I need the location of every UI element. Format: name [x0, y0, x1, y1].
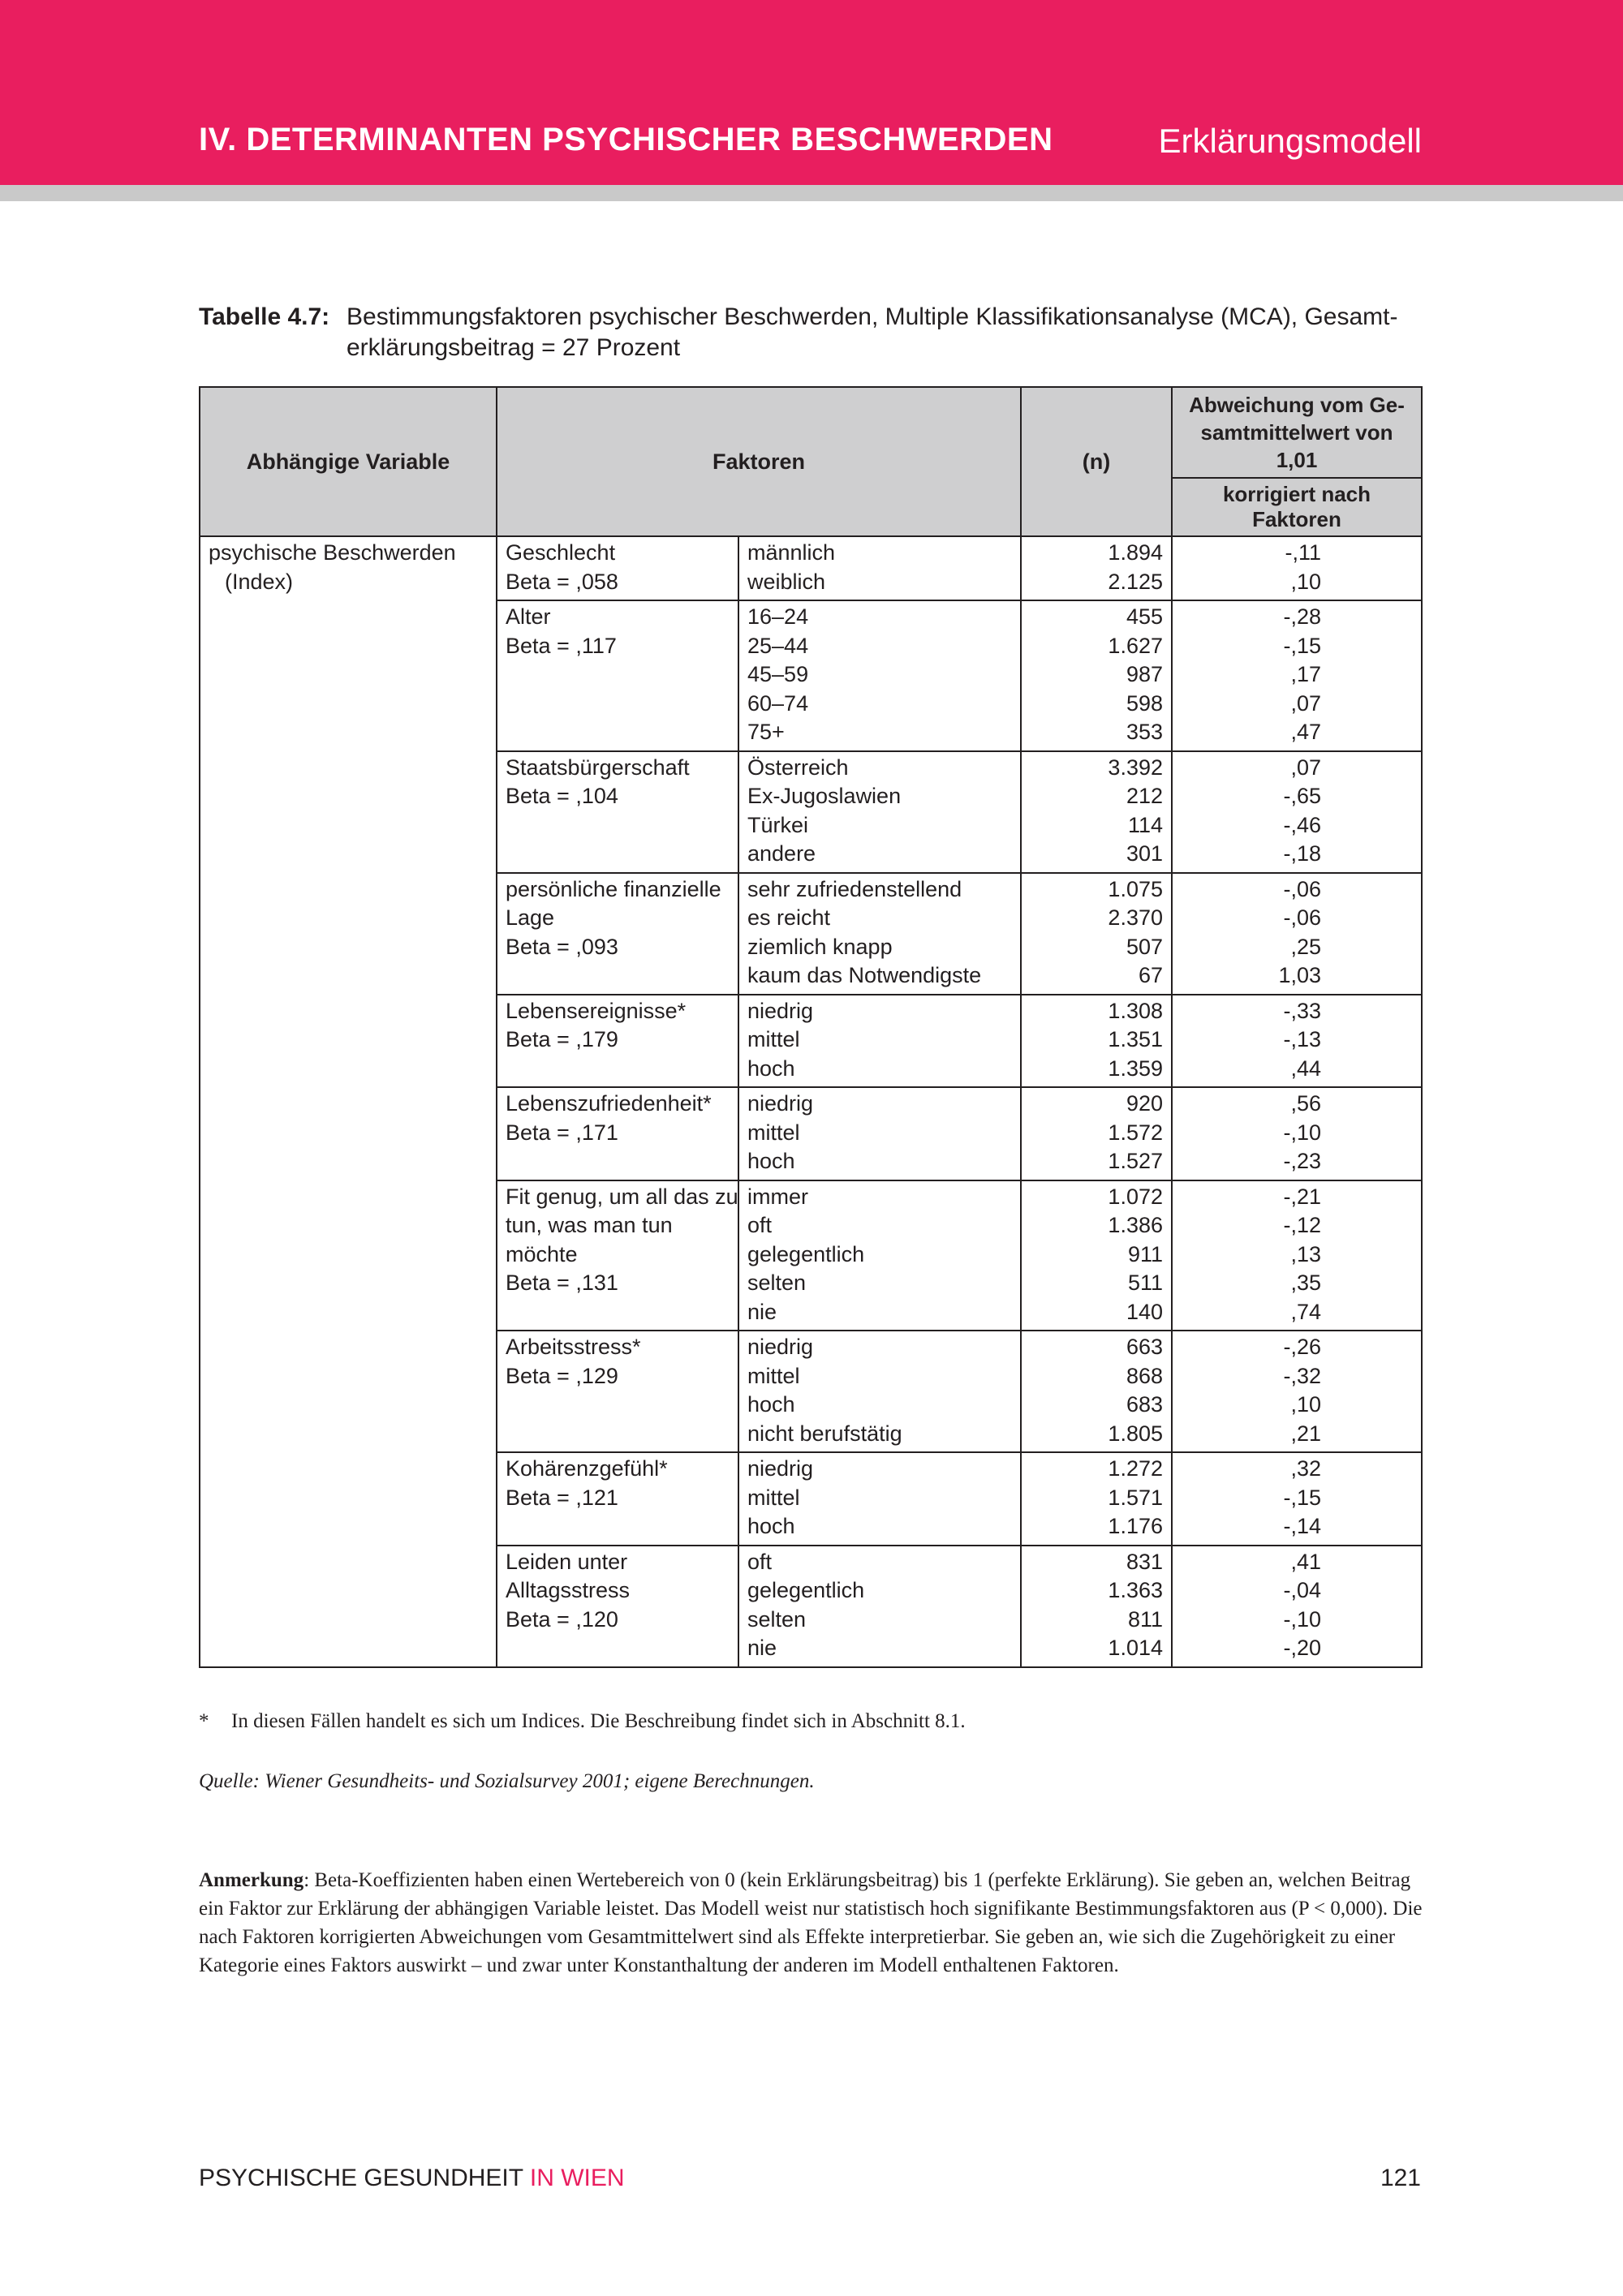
- deviation: [1181, 1606, 1413, 1635]
- n-value: 2.370: [1108, 905, 1163, 930]
- n-value: 663: [1126, 1335, 1163, 1359]
- deviation: [1181, 1183, 1413, 1212]
- deviation: [1181, 1548, 1413, 1577]
- n-value: 911: [1127, 1241, 1163, 1266]
- deviation-value: -,65: [1283, 784, 1321, 808]
- n-value: 3.392: [1108, 755, 1163, 780]
- n-value: 511: [1127, 1271, 1163, 1295]
- category-label: Ex-Jugoslawien: [747, 784, 902, 808]
- deviation-value: -,32: [1283, 1363, 1321, 1388]
- n-value: 1.308: [1108, 998, 1163, 1023]
- category-cell: [738, 1331, 1021, 1452]
- deviation: [1181, 754, 1413, 783]
- deviation-value: -,04: [1283, 1578, 1321, 1602]
- category-label: Türkei: [747, 812, 809, 837]
- factor-label: Beta = ,093: [506, 934, 618, 959]
- deviation-value: ,35: [1290, 1271, 1321, 1295]
- deviation-value: ,21: [1290, 1421, 1321, 1446]
- deviation-cell: [1172, 751, 1422, 873]
- n-cell: [1021, 995, 1172, 1088]
- n-cell: [1021, 1331, 1172, 1452]
- deviation: [1181, 1391, 1413, 1420]
- category-label: ziemlich knapp: [747, 934, 893, 959]
- chapter-title: IV. DETERMINANTEN PSYCHISCHER BESCHWERDEN: [199, 122, 1053, 157]
- table-caption-text: Bestimmungsfaktoren psychischer Beschwerden, Multiple Klassifikationsanalyse (MCA), Gesamt-erklärungsbeitrag = 27 Prozent: [347, 303, 1398, 361]
- deviation-value: ,32: [1290, 1456, 1321, 1481]
- header-divider-strip: [0, 185, 1623, 201]
- factor-label: Beta = ,129: [506, 1363, 618, 1388]
- deviation: [1181, 1484, 1413, 1513]
- deviation-value: -,14: [1283, 1514, 1321, 1538]
- factor-label: Beta = ,121: [506, 1485, 618, 1510]
- footnote-text: In diesen Fällen handelt es sich um Indices. Die Beschreibung findet sich in Abschnitt 8.1.: [231, 1710, 966, 1732]
- footer-publication: [199, 2165, 625, 2192]
- deviation: [1181, 1055, 1413, 1084]
- dependent-variable-label: (Index): [225, 569, 294, 594]
- deviation: [1181, 632, 1413, 661]
- factor-label: Staatsbürgerschaft: [506, 755, 690, 780]
- category-label: gelegentlich: [747, 1241, 865, 1266]
- factor-label: möchte: [506, 1241, 578, 1266]
- category-cell: [738, 536, 1021, 600]
- factor-cell: [497, 873, 738, 995]
- deviation-value: -,10: [1283, 1120, 1321, 1145]
- category-label: niedrig: [747, 1456, 814, 1481]
- deviation-value: ,10: [1290, 569, 1321, 594]
- note-text: : Beta-Koeffizienten haben einen Wertebereich von 0 (kein Erklärungsbeitrag) bis 1 (perfekte Erklärung). Sie geben an, welchen Beitrag ein Faktor zur Erklärung der abhängigen Variable leistet. Das Modell weist nur statistisch hoch signifikante Bestimmungsfaktoren aus (P < 0,000). Die nach Faktoren korrigierten Abweichungen vom Gesamtmittelwert sind als Effekte interpretierbar. Sie geben an, wie sich die Zugehörigkeit zu einer Kategorie eines Faktors auswirkt – und zwar unter Konstanthaltung der anderen im Modell enthaltenen Faktoren.: [199, 1869, 1423, 1976]
- table-row: [200, 536, 1422, 600]
- deviation: [1181, 568, 1413, 597]
- factor-label: Beta = ,179: [506, 1027, 618, 1051]
- deviation: [1181, 840, 1413, 869]
- category-label: oft: [747, 1213, 773, 1237]
- deviation-cell: [1172, 1331, 1422, 1452]
- factor-cell: [497, 1180, 738, 1331]
- deviation-value: ,10: [1290, 1392, 1321, 1417]
- category-label: sehr zufriedenstellend: [747, 876, 962, 901]
- deviation-cell: [1172, 1180, 1422, 1331]
- n-cell: [1021, 1180, 1172, 1331]
- factor-cell: [497, 600, 738, 751]
- header-factors: Faktoren: [497, 387, 1021, 536]
- deviation-value: -,18: [1283, 841, 1321, 866]
- n-value: 114: [1127, 812, 1163, 837]
- footer-publication-title: PSYCHISCHE GESUNDHEIT: [199, 2165, 530, 2191]
- deviation-value: ,41: [1290, 1549, 1321, 1574]
- deviation-cell: [1172, 1087, 1422, 1180]
- n-value: 1.386: [1108, 1213, 1163, 1237]
- category-label: es reicht: [747, 905, 831, 930]
- factor-label: Beta = ,104: [506, 784, 618, 808]
- factor-label: Beta = ,120: [506, 1606, 618, 1632]
- category-label: selten: [747, 1606, 807, 1632]
- category-label: nicht berufstätig: [747, 1421, 902, 1446]
- n-value: 1.805: [1108, 1421, 1163, 1446]
- deviation: [1181, 660, 1413, 690]
- deviation-value: 1,03: [1278, 963, 1321, 987]
- factor-label: Beta = ,131: [506, 1271, 618, 1295]
- deviation-value: -,06: [1283, 876, 1321, 901]
- deviation-cell: [1172, 600, 1422, 751]
- n-value: 301: [1126, 841, 1163, 866]
- deviation-value: -,23: [1283, 1149, 1321, 1173]
- category-label: mittel: [747, 1027, 800, 1051]
- deviation-value: -,10: [1283, 1606, 1321, 1632]
- category-label: hoch: [747, 1514, 795, 1538]
- category-cell: [738, 995, 1021, 1088]
- n-value: 811: [1127, 1606, 1163, 1632]
- n-value: 1.176: [1108, 1514, 1163, 1538]
- deviation: [1181, 718, 1413, 747]
- deviation: [1181, 1576, 1413, 1606]
- deviation: [1181, 782, 1413, 811]
- deviation-value: -,13: [1283, 1027, 1321, 1051]
- note-paragraph: [199, 1866, 1432, 1980]
- deviation-value: ,47: [1290, 720, 1321, 744]
- header-dependent-variable: Abhängige Variable: [200, 387, 497, 536]
- n-value: 507: [1126, 934, 1163, 959]
- factor-cell: [497, 1087, 738, 1180]
- deviation: [1181, 1298, 1413, 1327]
- n-value: 1.571: [1108, 1485, 1163, 1510]
- n-value: 598: [1126, 690, 1163, 716]
- n-cell: [1021, 536, 1172, 600]
- dependent-variable-label: psychische Beschwerden: [209, 540, 456, 565]
- dependent-variable-cell: [200, 536, 497, 1667]
- n-cell: [1021, 1546, 1172, 1667]
- n-value: 1.527: [1108, 1149, 1163, 1173]
- n-value: 920: [1126, 1091, 1163, 1116]
- deviation: [1181, 1362, 1413, 1391]
- n-cell: [1021, 1452, 1172, 1546]
- factor-label: Lebensereignisse*: [506, 998, 687, 1023]
- category-label: oft: [747, 1549, 773, 1574]
- deviation: [1181, 933, 1413, 962]
- category-label: hoch: [747, 1392, 795, 1417]
- deviation: [1181, 904, 1413, 933]
- category-label: niedrig: [747, 1091, 814, 1116]
- deviation-value: -,28: [1283, 604, 1321, 629]
- category-label: hoch: [747, 1056, 795, 1081]
- footnote: [199, 1710, 966, 1733]
- deviation-cell: [1172, 1452, 1422, 1546]
- deviation-cell: [1172, 1546, 1422, 1667]
- factor-label: Fit genug, um all das zu: [506, 1184, 738, 1209]
- factor-label: Lage: [506, 905, 555, 930]
- deviation-value: ,74: [1290, 1299, 1321, 1324]
- deviation-cell: [1172, 873, 1422, 995]
- factor-label: Leiden unter: [506, 1549, 628, 1574]
- factor-label: Arbeitsstress*: [506, 1335, 641, 1359]
- factor-label: persönliche finanzielle: [506, 876, 721, 901]
- n-value: 1.572: [1108, 1120, 1163, 1145]
- deviation: [1181, 603, 1413, 632]
- header-n: (n): [1021, 387, 1172, 536]
- category-cell: [738, 600, 1021, 751]
- deviation-value: -,15: [1283, 1485, 1321, 1510]
- deviation-value: -,06: [1283, 905, 1321, 930]
- n-value: 212: [1126, 784, 1163, 808]
- category-cell: [738, 1087, 1021, 1180]
- table-body: [200, 536, 1422, 1667]
- deviation-value: ,25: [1290, 934, 1321, 959]
- factor-label: Geschlecht: [506, 540, 616, 565]
- category-label: 25–44: [747, 633, 809, 658]
- deviation-value: ,44: [1290, 1056, 1321, 1081]
- category-label: mittel: [747, 1485, 800, 1510]
- n-value: 831: [1126, 1549, 1163, 1574]
- n-cell: [1021, 751, 1172, 873]
- factor-label: Beta = ,058: [506, 569, 618, 594]
- n-value: 1.075: [1108, 876, 1163, 901]
- category-label: andere: [747, 841, 816, 866]
- category-cell: [738, 1452, 1021, 1546]
- n-value: 683: [1126, 1392, 1163, 1417]
- n-value: 1.359: [1108, 1056, 1163, 1081]
- n-value: 1.014: [1108, 1636, 1163, 1660]
- category-label: nie: [747, 1636, 777, 1660]
- factor-label: Beta = ,117: [506, 633, 617, 658]
- deviation-value: ,17: [1290, 662, 1321, 686]
- table-caption-label: Tabelle 4.7:: [199, 303, 330, 330]
- n-cell: [1021, 600, 1172, 751]
- category-cell: [738, 1180, 1021, 1331]
- mca-table: [199, 386, 1423, 1668]
- category-label: gelegentlich: [747, 1578, 865, 1602]
- deviation-value: -,26: [1283, 1335, 1321, 1359]
- category-label: niedrig: [747, 1335, 814, 1359]
- deviation: [1181, 690, 1413, 719]
- category-label: Österreich: [747, 755, 849, 780]
- deviation: [1181, 875, 1413, 905]
- category-cell: [738, 1546, 1021, 1667]
- factor-label: Lebenszufriedenheit*: [506, 1091, 712, 1116]
- category-label: selten: [747, 1271, 807, 1295]
- table-header: [200, 387, 1422, 536]
- deviation-value: -,11: [1285, 540, 1321, 565]
- deviation: [1181, 811, 1413, 841]
- category-label: 45–59: [747, 662, 809, 686]
- n-value: 987: [1126, 662, 1163, 686]
- deviation-cell: [1172, 995, 1422, 1088]
- header-corrected: korrigiert nach Faktoren: [1172, 478, 1422, 536]
- header-deviation: Abweichung vom Ge-samtmittelwert von 1,01: [1172, 387, 1422, 478]
- deviation-value: ,56: [1290, 1091, 1321, 1116]
- deviation-value: -,46: [1283, 812, 1321, 837]
- category-label: kaum das Notwendigste: [747, 963, 982, 987]
- category-label: immer: [747, 1184, 808, 1209]
- n-value: 1.272: [1108, 1456, 1163, 1481]
- category-label: mittel: [747, 1120, 800, 1145]
- deviation-value: -,12: [1283, 1213, 1321, 1237]
- category-label: niedrig: [747, 998, 814, 1023]
- n-value: 67: [1138, 963, 1163, 987]
- factor-cell: [497, 1546, 738, 1667]
- deviation: [1181, 1634, 1413, 1663]
- n-value: 1.072: [1108, 1184, 1163, 1209]
- n-value: 1.351: [1108, 1027, 1163, 1051]
- factor-label: Alter: [506, 604, 551, 629]
- category-label: nie: [747, 1299, 777, 1324]
- factor-cell: [497, 751, 738, 873]
- note-label: Anmerkung: [199, 1869, 304, 1891]
- deviation: [1181, 1090, 1413, 1119]
- page-number: 121: [1380, 2165, 1421, 2191]
- deviation-value: -,21: [1283, 1184, 1321, 1209]
- category-label: männlich: [747, 540, 836, 565]
- source-line: Quelle: Wiener Gesundheits- und Sozialsurvey 2001; eigene Berechnungen.: [199, 1770, 815, 1792]
- deviation-cell: [1172, 536, 1422, 600]
- footer-publication-accent: IN WIEN: [529, 2165, 625, 2191]
- n-value: 868: [1126, 1363, 1163, 1388]
- deviation: [1181, 539, 1413, 568]
- deviation-value: -,15: [1283, 633, 1321, 658]
- category-cell: [738, 873, 1021, 995]
- factor-label: Beta = ,171: [506, 1120, 618, 1145]
- deviation: [1181, 1455, 1413, 1484]
- deviation: [1181, 1119, 1413, 1148]
- deviation: [1181, 1512, 1413, 1541]
- factor-label: Alltagsstress: [506, 1578, 631, 1602]
- n-value: 353: [1126, 720, 1163, 744]
- factor-cell: [497, 1452, 738, 1546]
- category-label: 75+: [747, 720, 785, 744]
- deviation-value: -,33: [1283, 998, 1321, 1023]
- deviation: [1181, 1420, 1413, 1449]
- deviation: [1181, 1211, 1413, 1240]
- factor-cell: [497, 995, 738, 1088]
- category-label: 16–24: [747, 604, 809, 629]
- category-label: hoch: [747, 1149, 795, 1173]
- table-caption: [199, 302, 1432, 363]
- category-cell: [738, 751, 1021, 873]
- n-value: 1.627: [1108, 633, 1163, 658]
- deviation: [1181, 1025, 1413, 1055]
- n-cell: [1021, 873, 1172, 995]
- category-label: weiblich: [747, 569, 826, 594]
- deviation-value: -,20: [1283, 1636, 1321, 1660]
- n-value: 1.363: [1108, 1578, 1163, 1602]
- deviation: [1181, 1269, 1413, 1298]
- section-title: Erklärungsmodell: [1158, 122, 1422, 160]
- deviation-value: ,07: [1290, 755, 1321, 780]
- deviation: [1181, 997, 1413, 1026]
- deviation: [1181, 1333, 1413, 1362]
- deviation-value: ,13: [1290, 1241, 1321, 1266]
- n-value: 1.894: [1108, 540, 1163, 565]
- deviation: [1181, 1240, 1413, 1270]
- category-label: 60–74: [747, 690, 809, 716]
- n-value: 455: [1126, 604, 1163, 629]
- footnote-marker: *: [199, 1710, 209, 1732]
- factor-label: tun, was man tun: [506, 1213, 673, 1237]
- n-value: 140: [1126, 1299, 1163, 1324]
- deviation: [1181, 961, 1413, 991]
- n-value: 2.125: [1108, 569, 1163, 594]
- factor-label: Kohärenzgefühl*: [506, 1456, 668, 1481]
- deviation-value: ,07: [1290, 690, 1321, 716]
- category-label: mittel: [747, 1363, 800, 1388]
- deviation: [1181, 1147, 1413, 1176]
- n-cell: [1021, 1087, 1172, 1180]
- factor-cell: [497, 536, 738, 600]
- factor-cell: [497, 1331, 738, 1452]
